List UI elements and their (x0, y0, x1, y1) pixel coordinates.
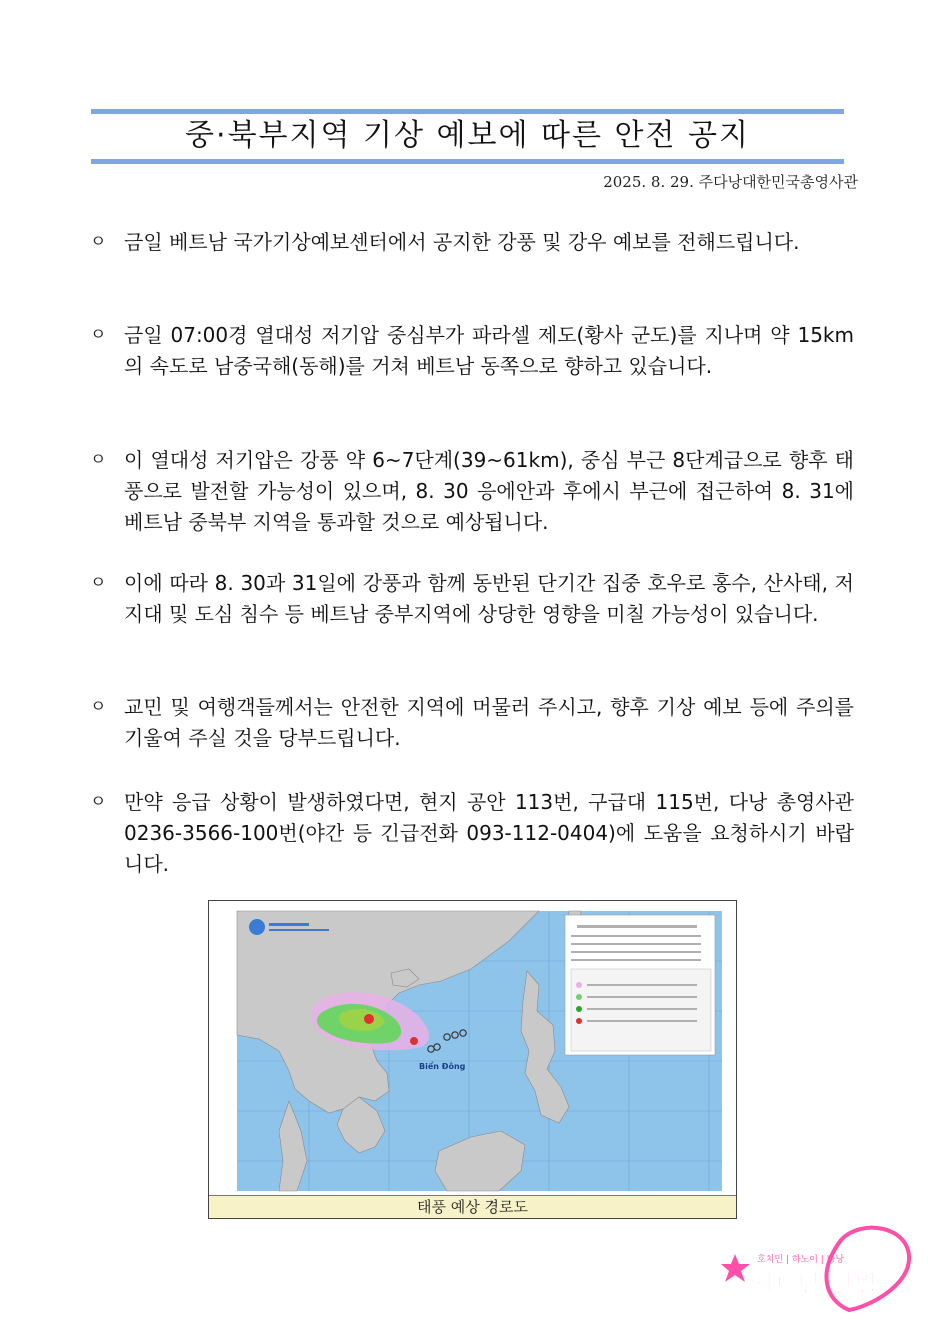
title-rule-bottom (91, 159, 844, 164)
brand-logo (721, 1220, 916, 1312)
notice-item (90, 320, 854, 382)
star-icon (721, 1254, 750, 1282)
brand-watermark (721, 1220, 916, 1312)
notice-text: 교민 및 여행객들께서는 안전한 지역에 머물러 주시고, 향후 기상 예보 등에 주의를 기울여 주실 것을 당부드립니다. (124, 695, 854, 750)
notice-text: 금일 베트남 국가기상예보센터에서 공지한 강풍 및 강우 예보를 전해드립니다. (124, 230, 800, 254)
title-rule-top (91, 109, 844, 114)
forecast-position-marker (410, 1037, 418, 1045)
bullet-circle-icon: ㅇ (90, 573, 107, 593)
map-caption: 태풍 예상 경로도 (209, 1195, 736, 1218)
notice-text: 만약 응급 상황이 발생하였다면, 현지 공안 113번, 구급대 115번, 다낭 총영사관 0236-3566-100번(야간 등 긴급전화 093-112-0404)에 도움을 요청하시기 바랍니다. (124, 790, 854, 876)
issue-date: 2025. 8. 29. 주다낭대한민국총영사관 (603, 173, 858, 191)
forecast-position-marker (364, 1014, 374, 1024)
map-figure (209, 901, 736, 1195)
notice-text: 이에 따라 8. 30과 31일에 강풍과 함께 동반된 단기간 집중 호우로 홍수, 산사태, 저지대 및 도심 침수 등 베트남 중부지역에 상당한 영향을 미칠 가능성이 있습니다. (124, 571, 854, 626)
notice-item (90, 568, 854, 630)
typhoon-track-map (208, 900, 737, 1219)
notice-item (90, 227, 854, 258)
bullet-circle-icon: ㅇ (90, 232, 107, 252)
bullet-circle-icon: ㅇ (90, 325, 107, 345)
watermark-subtitle: 호치민 | 하노이 | 다낭 (757, 1255, 845, 1265)
watermark-brand: 베트남 한밤 (749, 1271, 879, 1300)
bullet-circle-icon: ㅇ (90, 450, 107, 470)
bullet-circle-icon: ㅇ (90, 697, 107, 717)
notice-text: 금일 07:00경 열대성 저기압 중심부가 파라셀 제도(황사 군도)를 지나며 약 15km의 속도로 남중국해(동해)를 거쳐 베트남 동쪽으로 향하고 있습니다. (124, 323, 854, 378)
bullet-circle-icon: ㅇ (90, 792, 107, 812)
sea-label: Biển Đông (419, 1062, 466, 1071)
page-title: 중·북부지역 기상 예보에 따른 안전 공지 (185, 118, 750, 153)
notice-item (90, 692, 854, 754)
notice-text: 이 열대성 저기압은 강풍 약 6~7단계(39~61km), 중심 부근 8단계급으로 향후 태풍으로 발전할 가능성이 있으며, 8. 30 응에안과 후에시 부근에 접근하여 8. 31에 베트남 중북부 지역을 통과할 것으로 예상됩니다. (124, 448, 854, 534)
notice-item (90, 445, 854, 538)
notice-item (90, 787, 854, 880)
agency-logo-icon (249, 919, 265, 935)
